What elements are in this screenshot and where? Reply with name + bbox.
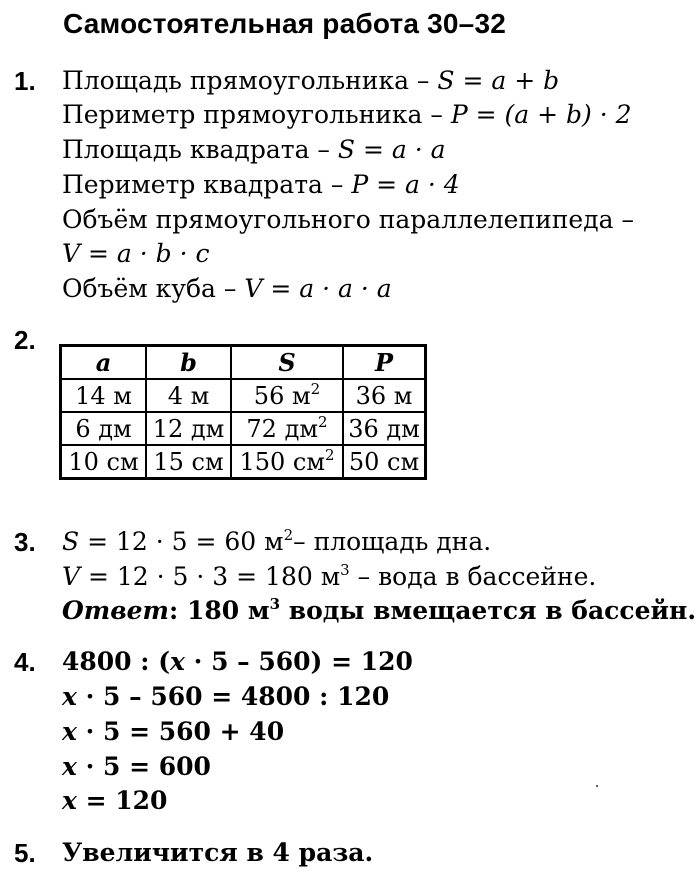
task-5-line: Увеличится в 4 раза. <box>62 838 374 867</box>
table-header-cell: b <box>146 346 231 380</box>
task-4-line-2: x · 5 – 560 = 4800 : 120 <box>62 682 390 711</box>
task-1-line-6 <box>62 239 210 268</box>
task-1-line-2-formula: P = (a + b) · 2 <box>450 100 632 129</box>
table-cell: 36 м <box>343 379 426 412</box>
table-cell: 14 м <box>61 379 147 412</box>
task-1-line-5 <box>62 205 634 234</box>
task-2-number: 2. <box>14 325 36 355</box>
table-header-cell: S <box>231 346 343 380</box>
task-4-line-4: x · 5 = 600 <box>62 752 211 781</box>
table-row <box>61 445 426 479</box>
table-cell: 150 $см^2$ <box>231 445 343 479</box>
task-3-number: 3. <box>14 527 36 557</box>
task-4-line-1: 4800 : (x · 5 – 560) = 120 <box>62 647 413 676</box>
task-1-line-2-text: Периметр прямоугольника – <box>62 100 451 129</box>
task-1-line-7-formula: V = a · a · a <box>244 274 392 303</box>
task-1-line-5-text: Объём прямоугольного параллелепипеда – <box>62 205 634 234</box>
task-1-number: 1. <box>14 66 36 96</box>
task-5-number: 5. <box>14 838 36 868</box>
table-cell: 72 $дм^2$ <box>231 412 343 445</box>
task-1-line-7 <box>62 274 392 303</box>
table-cell: 4 м <box>146 379 231 412</box>
task-1-line-1 <box>62 66 559 95</box>
task-1-line-7-text: Объём куба – <box>62 274 245 303</box>
task-4-number: 4. <box>14 647 36 677</box>
task-1-line-4 <box>62 170 460 199</box>
task-3-answer: Ответ: 180 $м^3$ воды вмещается в бассейн. <box>62 595 697 625</box>
task-1-line-4-formula: P = a · 4 <box>351 170 460 199</box>
task-1-line-6-formula: V = a · b · c <box>62 239 210 268</box>
dimensions-table <box>59 344 427 480</box>
table-cell: 6 дм <box>61 412 147 445</box>
table-row <box>61 379 426 412</box>
table-cell: 36 дм <box>343 412 426 445</box>
task-1-line-1-text: Площадь прямоугольника – <box>62 66 438 95</box>
task-1-line-2 <box>62 100 632 129</box>
task-4-line-5: x = 120 <box>62 786 168 815</box>
page-title: Самостоятельная работа 30–32 <box>63 8 506 39</box>
table-cell: 50 см <box>343 445 426 479</box>
task-1-line-3-text: Площадь квадрата – <box>62 135 338 164</box>
table-cell: 15 см <box>146 445 231 479</box>
speck <box>596 785 598 787</box>
table-cell: 56 $м^2$ <box>231 379 343 412</box>
table-cell: 10 см <box>61 445 147 479</box>
task-3-line-2: V = 12 · 5 · 3 = 180 $м^3$ – вода в бассейне. <box>62 561 597 591</box>
task-4-line-3: x · 5 = 560 + 40 <box>62 717 285 746</box>
task-1-line-1-formula: S = a + b <box>437 66 560 95</box>
task-3-line-1: S = 12 · 5 = 60 $м^2-$ площадь дна. <box>62 526 492 556</box>
task-1-line-3 <box>62 135 446 164</box>
task-1-line-4-text: Периметр квадрата – <box>62 170 352 199</box>
table-row <box>61 412 426 445</box>
answer-label: Ответ <box>62 596 170 625</box>
table-cell: 12 дм <box>146 412 231 445</box>
table-header-cell: a <box>61 346 147 380</box>
table-header-row <box>61 346 426 380</box>
task-1-line-3-formula: S = a · a <box>337 135 446 164</box>
table-header-cell: P <box>343 346 426 380</box>
